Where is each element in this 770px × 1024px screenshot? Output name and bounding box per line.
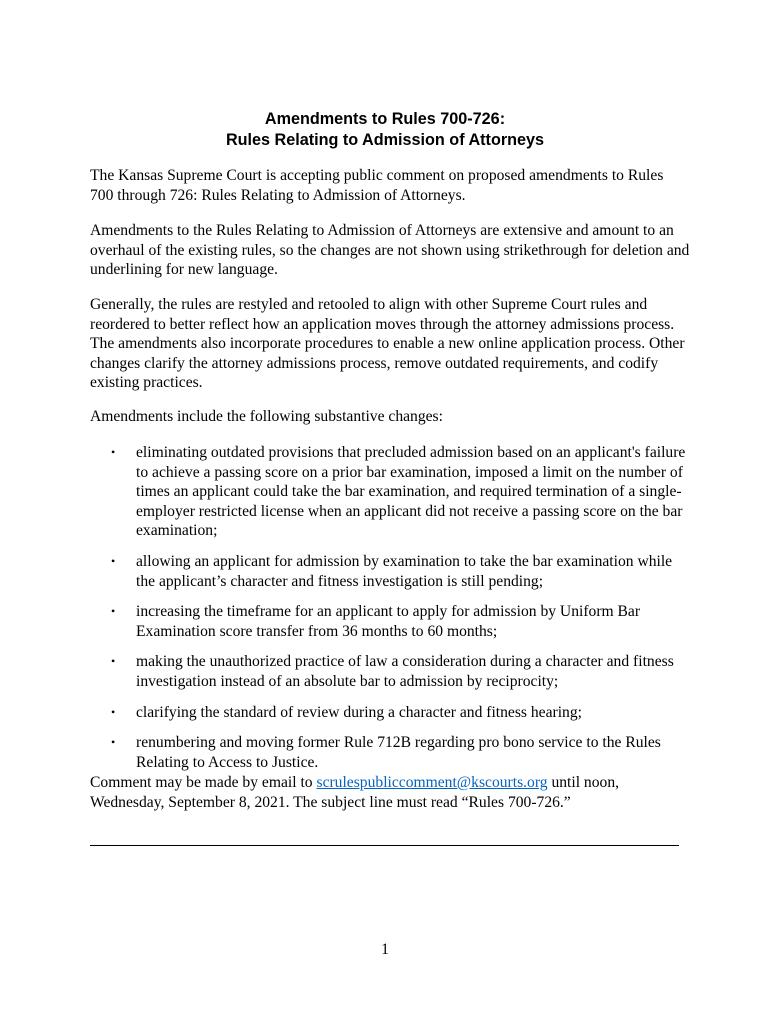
list-item [90, 733, 690, 772]
page-number: 1 [381, 941, 389, 958]
list-item-text: making the unauthorized practice of law a consideration during a character and fitness investigation instead of an absolute bar to admission by reciprocity; [136, 653, 674, 690]
list-item [90, 552, 690, 591]
list-item-text: increasing the timeframe for an applicant to apply for admission by Uniform Bar Examination score transfer from 36 months to 60 months; [136, 603, 641, 640]
overhaul-paragraph: Amendments to the Rules Relating to Admission of Attorneys are extensive and amount to an overhaul of the existing rules, so the changes are not shown using strikethrough for deletion and underlining for new language. [90, 222, 690, 279]
list-item-text: renumbering and moving former Rule 712B regarding pro bono service to the Rules Relating to Access to Justice. [136, 734, 661, 771]
list-item [90, 602, 690, 641]
bullet-icon: • [111, 604, 116, 619]
list-item-text: allowing an applicant for admission by examination to take the bar examination while the applicant’s character and fitness investigation is still pending; [136, 552, 673, 590]
intro-paragraph: The Kansas Supreme Court is accepting public comment on proposed amendments to Rules 700 through 726: Rules Relating to Admission of Attorneys. [90, 167, 664, 204]
bullet-icon: • [111, 735, 116, 750]
list-item-text: clarifying the standard of review during a character and fitness hearing; [136, 703, 582, 721]
document-title-line-1: Amendments to Rules 700-726: [264, 110, 506, 128]
substantive-changes-list [90, 443, 690, 783]
comment-prefix: Comment may be made by email to [90, 774, 317, 791]
email-link[interactable]: scrulespubliccomment@kscourts.org [316, 774, 548, 791]
document-title-line-2: Rules Relating to Admission of Attorneys [225, 131, 545, 149]
list-item [90, 652, 690, 691]
bullet-icon: • [111, 553, 116, 568]
list-item-text: eliminating outdated provisions that precluded admission based on an applicant's failure to achieve a passing score on a prior bar examination, imposed a limit on the number of times an applicant could take the bar examination, and required termination of a single-employer restricted license when an applicant did not receive a passing score on the bar examination; [136, 444, 686, 540]
horizontal-divider [90, 845, 679, 846]
bullet-icon: • [111, 654, 116, 669]
bullet-icon: • [111, 704, 116, 719]
list-item [90, 703, 690, 723]
list-item [90, 443, 690, 541]
comment-paragraph [90, 773, 690, 812]
bullet-icon: • [111, 445, 116, 459]
changes-intro-paragraph: Amendments include the following substantive changes: [90, 408, 443, 425]
restyle-paragraph: Generally, the rules are restyled and retooled to align with other Supreme Court rules and reordered to better reflect how an application moves through the attorney admissions process. The amendments also incorporate procedures to enable a new online application process. Other changes clarify the attorney admissions process, remove outdated requirements, and codify existing practices. [90, 296, 685, 392]
comment-suffix: until noon, Wednesday, September 8, 2021. The subject line must read “Rules 700-726.” [90, 774, 620, 811]
